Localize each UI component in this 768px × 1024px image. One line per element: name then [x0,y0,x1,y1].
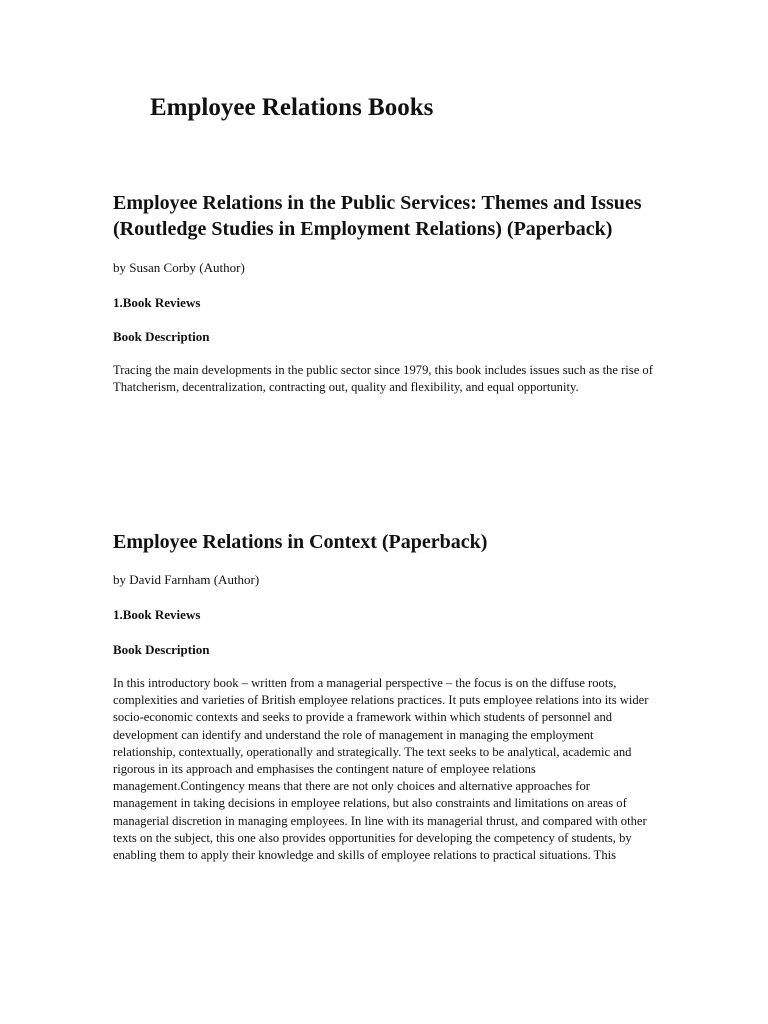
book-title: Employee Relations in Context (Paperback) [113,531,488,553]
book-description-heading: Book Description [113,642,210,657]
book-entry [113,529,653,864]
book-author: by Susan Corby (Author) [113,260,245,275]
book-entry [113,190,653,396]
page-title: Employee Relations Books [150,94,434,121]
book-description-text: In this introductory book – written from a managerial perspective – the focus is on the diffuse roots, complexities and varieties of British employee relations practices. It puts employee relations into its wider socio-economic contexts and seeks to provide a framework within which students of personnel and development can identify and understand the role of management in managing the employment relationship, contextually, operationally and strategically. The text seeks to be analytical, academic and rigorous in its approach and emphasises the contingent nature of employee relations management.Contingency means that there are not only choices and alternative approaches for management in taking decisions in employee relations, but also constraints and limitations on areas of managerial discretion in managing employees. In line with its managerial thrust, and compared with other texts on the subject, this one also provides opportunities for developing the competency of students, by enabling them to apply their knowledge and skills of employee relations to practical situations. This [113,676,649,863]
book-description-heading: Book Description [113,329,210,344]
book-reviews-label: 1.Book Reviews [113,607,201,622]
book-title: Employee Relations in the Public Services: Themes and Issues (Routledge Studies in Employment Relations) (Paperback) [113,192,642,240]
book-author: by David Farnham (Author) [113,572,260,587]
book-description-text: Tracing the main developments in the public sector since 1979, this book includes issues such as the rise of Thatcherism, decentralization, contracting out, quality and flexibility, and equal opportunity. [113,363,653,395]
book-reviews-label: 1.Book Reviews [113,295,201,310]
